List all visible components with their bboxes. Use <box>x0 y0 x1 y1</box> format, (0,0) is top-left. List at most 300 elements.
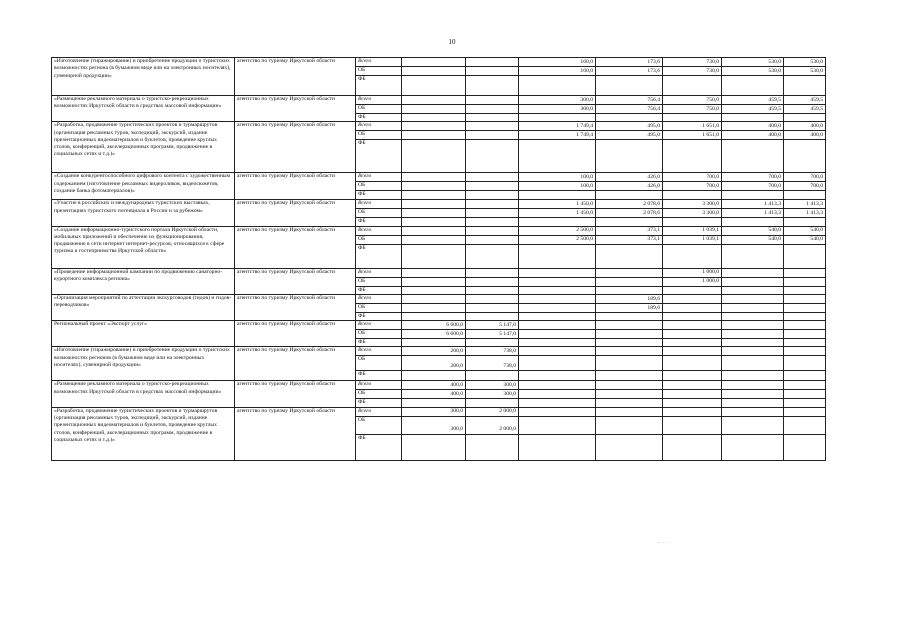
funding-source: ФБ <box>356 218 402 226</box>
amount-cell <box>663 244 722 268</box>
amount-cell <box>402 339 466 347</box>
amount-cell: 1 651,0 <box>663 122 722 131</box>
amount-cell: 495,0 <box>596 131 663 140</box>
funding-source: ОБ <box>356 390 402 399</box>
amount-cell <box>722 76 784 96</box>
amount-cell <box>722 312 784 320</box>
amount-cell <box>784 407 826 416</box>
page-number: 10 <box>448 38 456 46</box>
amount-cell: 6 600,0 <box>402 321 466 330</box>
amount-cell <box>596 114 663 122</box>
amount-cell: 750,0 <box>663 96 722 105</box>
amount-cell <box>519 416 596 434</box>
amount-cell: 459,5 <box>784 96 826 105</box>
amount-cell: 1 450,0 <box>519 200 596 209</box>
funding-source: ФБ <box>356 371 402 381</box>
amount-cell <box>784 244 826 268</box>
executor: агентство по туризму Иркутской области <box>235 294 356 320</box>
funding-source: Всего <box>356 347 402 356</box>
amount-cell: 540,0 <box>784 235 826 244</box>
amount-cell <box>784 114 826 122</box>
table-row <box>52 226 826 235</box>
table-row <box>52 96 826 105</box>
executor: агентство по туризму Иркутской области <box>235 58 356 96</box>
amount-cell <box>466 294 519 303</box>
amount-cell <box>402 140 466 173</box>
amount-cell <box>466 399 519 407</box>
amount-cell <box>466 226 519 235</box>
amount-cell: 2 078,6 <box>596 209 663 218</box>
amount-cell: 300,0 <box>519 105 596 114</box>
amount-cell <box>402 114 466 122</box>
amount-cell: 1 039,1 <box>663 226 722 235</box>
amount-cell <box>402 312 466 320</box>
funding-source: Всего <box>356 122 402 131</box>
amount-cell <box>519 218 596 226</box>
amount-cell <box>722 371 784 381</box>
amount-cell <box>466 173 519 182</box>
table-row <box>52 173 826 182</box>
funding-source: ФБ <box>356 76 402 96</box>
amount-cell <box>466 96 519 105</box>
amount-cell <box>663 76 722 96</box>
funding-source: Всего <box>356 58 402 67</box>
amount-cell <box>402 209 466 218</box>
amount-cell <box>784 371 826 381</box>
amount-cell <box>663 321 722 330</box>
amount-cell <box>402 173 466 182</box>
funding-source: ФБ <box>356 286 402 294</box>
amount-cell: 700,0 <box>663 182 722 191</box>
amount-cell <box>663 114 722 122</box>
amount-cell <box>784 356 826 371</box>
amount-cell <box>466 58 519 67</box>
amount-cell <box>722 244 784 268</box>
measure-description: «Размещение рекламного материала о туристско-рекреационных возможностях Иркутской области в средствах массовой информации» <box>52 96 235 122</box>
funding-source: ФБ <box>356 140 402 173</box>
amount-cell <box>784 321 826 330</box>
amount-cell <box>519 140 596 173</box>
amount-cell <box>402 399 466 407</box>
amount-cell: 373,1 <box>596 226 663 235</box>
amount-cell <box>466 339 519 347</box>
amount-cell: 300,0 <box>466 381 519 390</box>
amount-cell: 2 000,0 <box>466 407 519 416</box>
amount-cell <box>466 140 519 173</box>
amount-cell <box>402 200 466 209</box>
amount-cell <box>519 294 596 303</box>
amount-cell <box>466 434 519 460</box>
executor: агентство по туризму Иркутской области <box>235 173 356 200</box>
amount-cell <box>466 371 519 381</box>
amount-cell <box>722 407 784 416</box>
amount-cell <box>663 371 722 381</box>
amount-cell <box>466 312 519 320</box>
amount-cell <box>722 114 784 122</box>
amount-cell <box>402 67 466 76</box>
amount-cell <box>519 330 596 339</box>
funding-source: ОБ <box>356 182 402 191</box>
amount-cell <box>596 434 663 460</box>
amount-cell <box>402 294 466 303</box>
amount-cell: 700,0 <box>722 173 784 182</box>
amount-cell <box>596 381 663 390</box>
amount-cell <box>596 407 663 416</box>
amount-cell: 540,0 <box>722 235 784 244</box>
executor: агентство по туризму Иркутской области <box>235 347 356 381</box>
funding-source: Всего <box>356 381 402 390</box>
amount-cell: 2 500,0 <box>519 235 596 244</box>
executor: агентство по туризму Иркутской области <box>235 268 356 294</box>
amount-cell <box>663 339 722 347</box>
amount-cell <box>784 330 826 339</box>
amount-cell <box>519 390 596 399</box>
amount-cell <box>519 303 596 312</box>
amount-cell <box>663 191 722 200</box>
funding-source: ОБ <box>356 416 402 434</box>
amount-cell <box>596 347 663 356</box>
amount-cell <box>722 294 784 303</box>
amount-cell <box>784 416 826 434</box>
amount-cell <box>466 268 519 277</box>
amount-cell <box>466 191 519 200</box>
amount-cell <box>519 434 596 460</box>
amount-cell: 300,0 <box>402 416 466 434</box>
measure-description: «Участие в российских и международных туристских выставках, презентациях туристского потенциала в России и за рубежом» <box>52 200 235 226</box>
amount-cell <box>663 381 722 390</box>
amount-cell <box>722 399 784 407</box>
amount-cell: 400,0 <box>722 122 784 131</box>
amount-cell <box>784 303 826 312</box>
amount-cell <box>519 356 596 371</box>
amount-cell: 1 413,3 <box>784 209 826 218</box>
amount-cell: 2 500,0 <box>519 226 596 235</box>
amount-cell <box>466 235 519 244</box>
amount-cell: 700,0 <box>722 182 784 191</box>
amount-cell <box>722 330 784 339</box>
amount-cell <box>596 390 663 399</box>
amount-cell: 730,0 <box>663 58 722 67</box>
funding-source: ФБ <box>356 339 402 347</box>
amount-cell <box>402 58 466 67</box>
executor: агентство по туризму Иркутской области <box>235 226 356 268</box>
amount-cell <box>466 303 519 312</box>
amount-cell <box>784 218 826 226</box>
amount-cell <box>466 122 519 131</box>
amount-cell <box>519 277 596 286</box>
amount-cell: 2 078,6 <box>596 200 663 209</box>
amount-cell <box>402 76 466 96</box>
amount-cell <box>722 390 784 399</box>
amount-cell <box>663 140 722 173</box>
amount-cell <box>466 286 519 294</box>
amount-cell <box>722 434 784 460</box>
amount-cell <box>466 76 519 96</box>
amount-cell <box>722 347 784 356</box>
amount-cell <box>402 371 466 381</box>
executor: агентство по туризму Иркутской области <box>235 122 356 173</box>
amount-cell <box>402 122 466 131</box>
table-row <box>52 407 826 416</box>
amount-cell <box>519 339 596 347</box>
funding-source: ФБ <box>356 191 402 200</box>
amount-cell: 3 300,0 <box>663 200 722 209</box>
measure-description: «Размещение рекламного материала о туристско-рекреационных возможностях Иркутской области в средствах массовой информации» <box>52 381 235 407</box>
amount-cell <box>722 416 784 434</box>
amount-cell: 1 413,3 <box>722 200 784 209</box>
amount-cell: 1 413,3 <box>722 209 784 218</box>
amount-cell <box>402 182 466 191</box>
table-row <box>52 122 826 131</box>
amount-cell <box>466 67 519 76</box>
amount-cell: 495,0 <box>596 122 663 131</box>
amount-cell <box>663 330 722 339</box>
amount-cell <box>663 312 722 320</box>
amount-cell <box>596 416 663 434</box>
executor: агентство по туризму Иркутской области <box>235 321 356 347</box>
funding-source: ФБ <box>356 312 402 320</box>
funding-source: ОБ <box>356 330 402 339</box>
amount-cell <box>596 76 663 96</box>
amount-cell <box>784 140 826 173</box>
funding-source: ФБ <box>356 399 402 407</box>
amount-cell <box>722 268 784 277</box>
funding-source: ОБ <box>356 67 402 76</box>
amount-cell <box>402 131 466 140</box>
amount-cell <box>519 407 596 416</box>
amount-cell <box>519 321 596 330</box>
amount-cell <box>596 399 663 407</box>
amount-cell <box>519 286 596 294</box>
amount-cell <box>722 339 784 347</box>
funding-source: ОБ <box>356 303 402 312</box>
amount-cell: 5 147,0 <box>466 321 519 330</box>
amount-cell <box>596 140 663 173</box>
table-row <box>52 268 826 277</box>
amount-cell: 300,0 <box>402 407 466 416</box>
amount-cell: 400,0 <box>784 131 826 140</box>
amount-cell: 100,0 <box>519 173 596 182</box>
amount-cell: 160,0 <box>519 67 596 76</box>
amount-cell: 1 651,0 <box>663 131 722 140</box>
amount-cell: 756,4 <box>596 105 663 114</box>
amount-cell <box>466 200 519 209</box>
funding-source: ОБ <box>356 277 402 286</box>
amount-cell <box>663 356 722 371</box>
amount-cell <box>402 303 466 312</box>
amount-cell <box>596 268 663 277</box>
amount-cell: 100,0 <box>519 182 596 191</box>
measure-description: «Изготовление (тиражирование) и приобретение продукции о туристских возможностях регионов (в бумажном виде или на электронных носителях), сувенирной продукции» <box>52 347 235 381</box>
amount-cell: 373,1 <box>596 235 663 244</box>
amount-cell <box>596 218 663 226</box>
amount-cell: 426,0 <box>596 173 663 182</box>
amount-cell: 2 000,0 <box>466 416 519 434</box>
amount-cell <box>466 114 519 122</box>
amount-cell <box>596 244 663 268</box>
amount-cell <box>466 105 519 114</box>
amount-cell <box>596 321 663 330</box>
amount-cell <box>663 434 722 460</box>
amount-cell: 530,0 <box>784 67 826 76</box>
amount-cell <box>722 303 784 312</box>
amount-cell <box>663 416 722 434</box>
amount-cell <box>519 268 596 277</box>
measure-description: «Изготовление (тиражирование) и приобретение продукции о туристских возможностях региона (в бумажном виде или на электронных носителях), сувенирной продукции» <box>52 58 235 96</box>
amount-cell: 173,6 <box>596 58 663 67</box>
amount-cell: 540,0 <box>722 226 784 235</box>
amount-cell: 1 749,4 <box>519 122 596 131</box>
funding-source: Всего <box>356 294 402 303</box>
amount-cell <box>663 407 722 416</box>
amount-cell <box>663 303 722 312</box>
amount-cell <box>519 244 596 268</box>
measure-description: «Разработка, продвижение туристических проектов и турмаршрутов (организация рекламных туров, экспедиций, экскурсий, издание презентационных видеоматериалов и буклетов, проведение круглых столов, конференций, акселерационных программ, продвижение в социальных сетях и т.д.)» <box>52 407 235 460</box>
amount-cell <box>402 218 466 226</box>
measure-description: Региональный проект «Экспорт услуг» <box>52 321 235 347</box>
funding-source: Всего <box>356 96 402 105</box>
amount-cell: 200,0 <box>402 356 466 371</box>
executor: агентство по туризму Иркутской области <box>235 381 356 407</box>
amount-cell: 160,0 <box>519 58 596 67</box>
amount-cell <box>596 330 663 339</box>
amount-cell: 459,5 <box>784 105 826 114</box>
amount-cell <box>722 191 784 200</box>
amount-cell <box>402 268 466 277</box>
amount-cell: 1 749,4 <box>519 131 596 140</box>
funding-source: Всего <box>356 268 402 277</box>
amount-cell: 300,0 <box>519 96 596 105</box>
amount-cell <box>402 235 466 244</box>
amount-cell <box>402 226 466 235</box>
funding-source: ФБ <box>356 434 402 460</box>
amount-cell: 530,0 <box>722 58 784 67</box>
amount-cell: 1 000,0 <box>663 268 722 277</box>
amount-cell <box>402 277 466 286</box>
funding-source: ОБ <box>356 356 402 371</box>
amount-cell: 173,6 <box>596 67 663 76</box>
amount-cell <box>519 371 596 381</box>
amount-cell <box>596 356 663 371</box>
amount-cell <box>722 218 784 226</box>
funding-source: Всего <box>356 226 402 235</box>
amount-cell <box>784 286 826 294</box>
amount-cell <box>519 347 596 356</box>
amount-cell: 189,6 <box>596 303 663 312</box>
amount-cell: 1 000,0 <box>663 277 722 286</box>
amount-cell <box>784 434 826 460</box>
amount-cell: 700,0 <box>663 173 722 182</box>
amount-cell: 1 450,0 <box>519 209 596 218</box>
amount-cell <box>596 277 663 286</box>
amount-cell: 459,5 <box>722 96 784 105</box>
amount-cell: 1 413,3 <box>784 200 826 209</box>
amount-cell <box>784 399 826 407</box>
amount-cell: 530,0 <box>722 67 784 76</box>
budget-table <box>51 57 826 461</box>
measure-description: «Создание информационно-туристского портала Иркутской области, мобильных приложений и обеспечение их функционирования, продвижение в сети интернет интернет-ресурсов, относящихся к сфере туризма и гостеприимства Иркутской области» <box>52 226 235 268</box>
executor: агентство по туризму Иркутской области <box>235 200 356 226</box>
amount-cell <box>784 390 826 399</box>
amount-cell: 540,0 <box>784 226 826 235</box>
amount-cell <box>596 371 663 381</box>
amount-cell: 5 147,0 <box>466 330 519 339</box>
amount-cell <box>722 286 784 294</box>
amount-cell: 700,0 <box>784 173 826 182</box>
table-row <box>52 294 826 303</box>
amount-cell <box>784 339 826 347</box>
amount-cell <box>519 312 596 320</box>
amount-cell <box>784 294 826 303</box>
amount-cell: 400,0 <box>402 381 466 390</box>
amount-cell <box>722 356 784 371</box>
amount-cell: 300,0 <box>466 390 519 399</box>
amount-cell: 738,0 <box>466 347 519 356</box>
amount-cell <box>466 218 519 226</box>
table-row <box>52 381 826 390</box>
scan-mark: - - - <box>657 540 671 546</box>
amount-cell: 750,0 <box>663 105 722 114</box>
amount-cell <box>784 312 826 320</box>
amount-cell <box>784 277 826 286</box>
amount-cell <box>466 277 519 286</box>
amount-cell <box>596 312 663 320</box>
amount-cell <box>784 191 826 200</box>
funding-source: ФБ <box>356 244 402 268</box>
amount-cell: 730,0 <box>663 67 722 76</box>
amount-cell: 459,5 <box>722 105 784 114</box>
funding-source: ОБ <box>356 131 402 140</box>
table-row <box>52 321 826 330</box>
amount-cell <box>663 286 722 294</box>
amount-cell <box>466 209 519 218</box>
amount-cell <box>784 76 826 96</box>
amount-cell <box>784 381 826 390</box>
funding-source: ОБ <box>356 235 402 244</box>
measure-description: «Разработка, продвижение туристических проектов и турмаршрутов (организация рекламных туров, экспедиций, экскурсий, издание презентационных видеоматериалов и буклетов, проведение круглых столов, конференций, акселерационных программ, продвижение в социальных сетях и т.д.)» <box>52 122 235 173</box>
executor: агентство по туризму Иркутской области <box>235 407 356 460</box>
amount-cell: 738,0 <box>466 356 519 371</box>
measure-description: «Организация мероприятий по аттестации экскурсоводов (гидов) и гидов-переводчиков» <box>52 294 235 320</box>
amount-cell <box>784 347 826 356</box>
amount-cell <box>722 381 784 390</box>
executor: агентство по туризму Иркутской области <box>235 96 356 122</box>
amount-cell <box>466 182 519 191</box>
amount-cell <box>596 286 663 294</box>
amount-cell <box>402 191 466 200</box>
table-row <box>52 200 826 209</box>
amount-cell <box>466 244 519 268</box>
amount-cell <box>663 347 722 356</box>
amount-cell <box>519 399 596 407</box>
amount-cell: 200,0 <box>402 347 466 356</box>
amount-cell <box>722 140 784 173</box>
amount-cell: 6 600,0 <box>402 330 466 339</box>
table-row <box>52 58 826 67</box>
amount-cell <box>519 191 596 200</box>
amount-cell <box>519 381 596 390</box>
amount-cell <box>663 294 722 303</box>
amount-cell: 189,6 <box>596 294 663 303</box>
amount-cell <box>466 131 519 140</box>
amount-cell <box>519 114 596 122</box>
amount-cell <box>402 105 466 114</box>
amount-cell: 3 300,0 <box>663 209 722 218</box>
funding-source: ФБ <box>356 114 402 122</box>
amount-cell <box>402 244 466 268</box>
funding-source: Всего <box>356 173 402 182</box>
amount-cell: 400,0 <box>722 131 784 140</box>
